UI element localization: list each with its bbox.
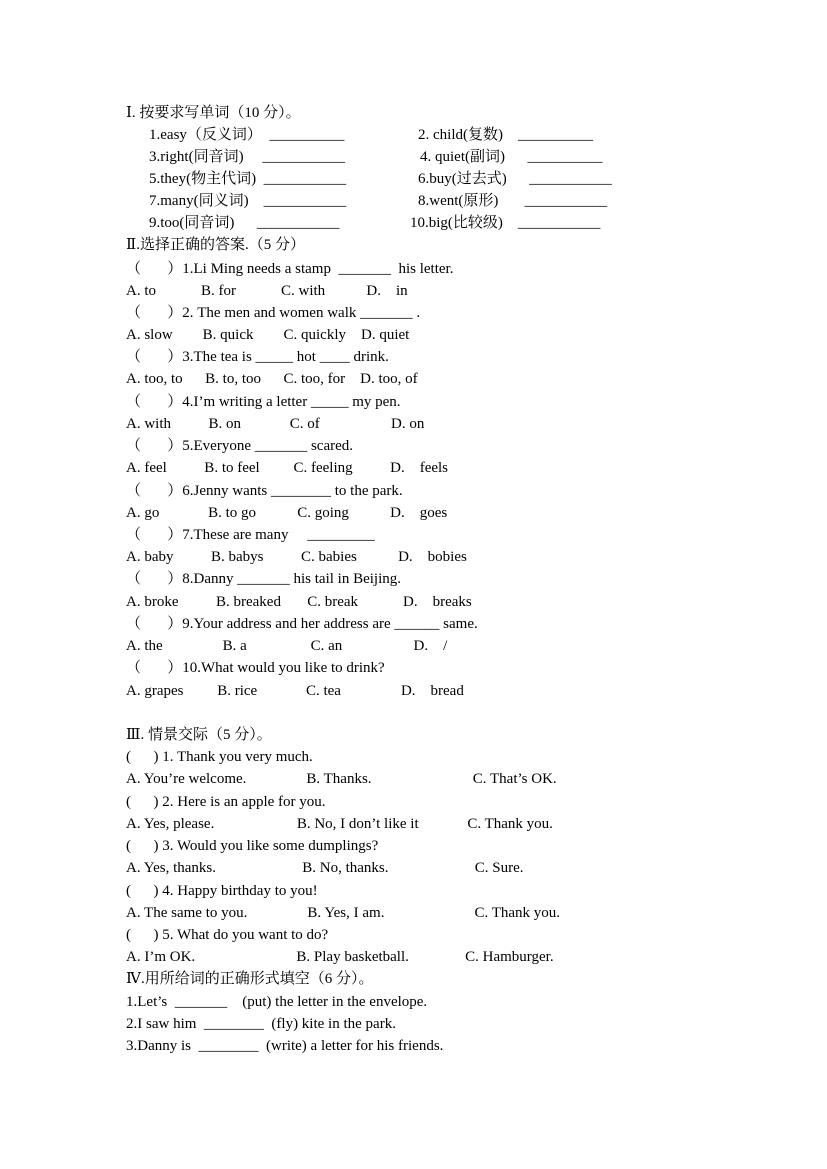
section2-question-7: （ ）7.These are many _________ [126,527,375,543]
section2-options-5: A. feel B. to feel C. feeling D. feels [126,460,449,476]
section4-heading: Ⅳ.用所给词的正确形式填空（6 分）。 [126,971,374,987]
section2-options-4: A. with B. on C. of D. on [126,416,425,432]
section1-item-6: 6.buy(过去式) ___________ [418,171,612,187]
section1-item-5: 5.they(物主代词) ___________ [149,171,347,187]
section2-options-9: A. the B. a C. an D. / [126,638,448,654]
section2-options-2: A. slow B. quick C. quickly D. quiet [126,327,410,343]
section2-question-10: （ ）10.What would you like to drink? [126,660,385,676]
section2-question-8: （ ）8.Danny _______ his tail in Beijing. [126,571,401,587]
section3-options-5: A. I’m OK. B. Play basketball. C. Hamburger. [126,949,554,965]
section4-item-1: 1.Let’s _______ (put) the letter in the envelope. [126,994,428,1010]
section2-question-6: （ ）6.Jenny wants ________ to the park. [126,483,403,499]
section3-question-4: ( ) 4. Happy birthday to you! [126,883,318,899]
section1-item-3: 3.right(同音词) ___________ [149,149,345,165]
section4-item-3: 3.Danny is ________ (write) a letter for his friends. [126,1038,444,1054]
section2-question-5: （ ）5.Everyone _______ scared. [126,438,354,454]
section1-heading: Ⅰ. 按要求写单词（10 分）。 [126,105,301,121]
section3-heading: Ⅲ. 情景交际（5 分）。 [126,727,272,743]
section3-options-3: A. Yes, thanks. B. No, thanks. C. Sure. [126,860,524,876]
section3-question-5: ( ) 5. What do you want to do? [126,927,329,943]
section2-options-8: A. broke B. breaked C. break D. breaks [126,594,472,610]
section2-question-2: （ ）2. The men and women walk _______ . [126,305,421,321]
section2-options-10: A. grapes B. rice C. tea D. bread [126,683,464,699]
section2-options-7: A. baby B. babys C. babies D. bobies [126,549,467,565]
section4-item-2: 2.I saw him ________ (fly) kite in the park. [126,1016,396,1032]
section1-item-4: 4. quiet(副词) __________ [420,149,603,165]
section3-question-3: ( ) 3. Would you like some dumplings? [126,838,379,854]
section1-item-10: 10.big(比较级) ___________ [410,215,601,231]
section1-item-9: 9.too(同音词) ___________ [149,215,340,231]
section1-item-7: 7.many(同义词) ___________ [149,193,347,209]
section3-question-1: ( ) 1. Thank you very much. [126,749,313,765]
section2-question-9: （ ）9.Your address and her address are ______ same. [126,616,478,632]
section2-options-3: A. too, to B. to, too C. too, for D. too, of [126,371,418,387]
section3-options-4: A. The same to you. B. Yes, I am. C. Thank you. [126,905,561,921]
section1-item-2: 2. child(复数) __________ [418,127,593,143]
section2-question-1: （ ）1.Li Ming needs a stamp _______ his letter. [126,261,454,277]
section3-options-2: A. Yes, please. B. No, I don’t like it C. Thank you. [126,816,553,832]
section2-question-4: （ ）4.I’m writing a letter _____ my pen. [126,394,401,410]
section3-question-2: ( ) 2. Here is an apple for you. [126,794,326,810]
section1-item-8: 8.went(原形) ___________ [418,193,608,209]
section3-options-1: A. You’re welcome. B. Thanks. C. That’s OK. [126,771,557,787]
section2-options-6: A. go B. to go C. going D. goes [126,505,448,521]
section2-heading: Ⅱ.选择正确的答案.（5 分） [126,237,305,253]
section2-question-3: （ ）3.The tea is _____ hot ____ drink. [126,349,389,365]
section1-item-1: 1.easy（反义词） __________ [149,127,345,143]
section2-options-1: A. to B. for C. with D. in [126,283,408,299]
